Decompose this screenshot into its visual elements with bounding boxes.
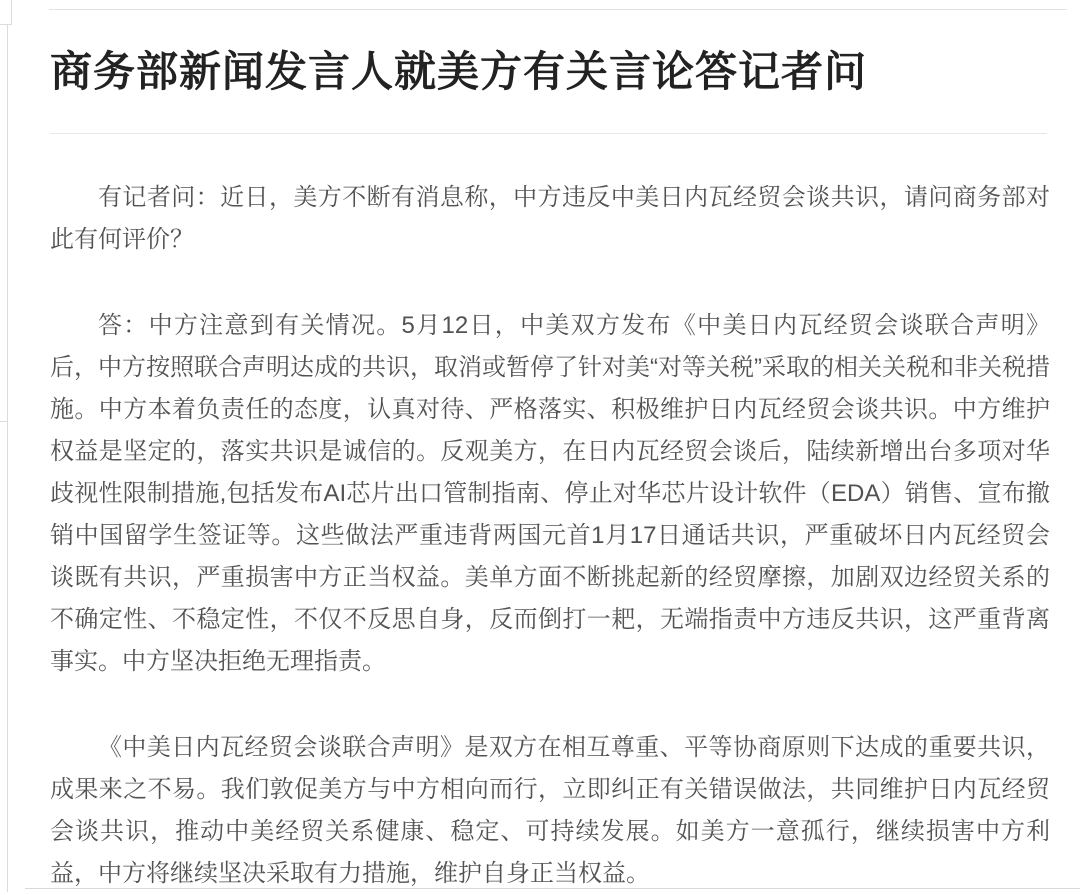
left-card-edge-bottom [7,422,8,892]
bottom-divider [25,888,1080,889]
paragraph-reporter-question: 有记者问：近日，美方不断有消息称，中方违反中美日内瓦经贸会谈共识，请问商务部对此有何评价？ [50,184,1050,253]
left-card-corner-top [0,24,12,25]
title-divider [50,133,1047,134]
paragraph-spokesperson-answer: 答：中方注意到有关情况。5月12日，中美双方发布《中美日内瓦经贸会谈联合声明》后，中方按照联合声明达成的共识，取消或暂停了针对美“对等关税”采取的相关关税和非关税措施。中方本着负责任的态度，认真对待、严格落实、积极维护日内瓦经贸会谈共识。中方维护权益是坚定的，落实共识是诚信的。反观美方，在日内瓦经贸会谈后，陆续新增出台多项对华歧视性限制措施,包括发布AI芯片出口管制指南、停止对华芯片设计软件（EDA）销售、宣布撤销中国留学生签证等。这些做法严重违背两国元首1月17日通话共识，严重破坏日内瓦经贸会谈既有共识，严重损害中方正当权益。美单方面不断挑起新的经贸摩擦，加剧双边经贸关系的不确定性、不稳定性，不仅不反思自身，反而倒打一耙，无端指责中方违反共识，这严重背离事实。中方坚决拒绝无理指责。 [50,312,1050,675]
left-card-edge-middle [7,25,8,421]
article-body [50,0,1050,895]
article-title: 商务部新闻发言人就美方有关言论答记者问 [50,48,868,95]
paragraph-closing-statement: 《中美日内瓦经贸会谈联合声明》是双方在相互尊重、平等协商原则下达成的重要共识，成果来之不易。我们敦促美方与中方相向而行，立即纠正有关错误做法，共同维护日内瓦经贸会谈共识，推动中美经贸关系健康、稳定、可持续发展。如美方一意孤行，继续损害中方利益，中方将继续坚决采取有力措施，维护自身正当权益。 [50,734,1050,887]
left-card-edge-top [11,0,12,24]
